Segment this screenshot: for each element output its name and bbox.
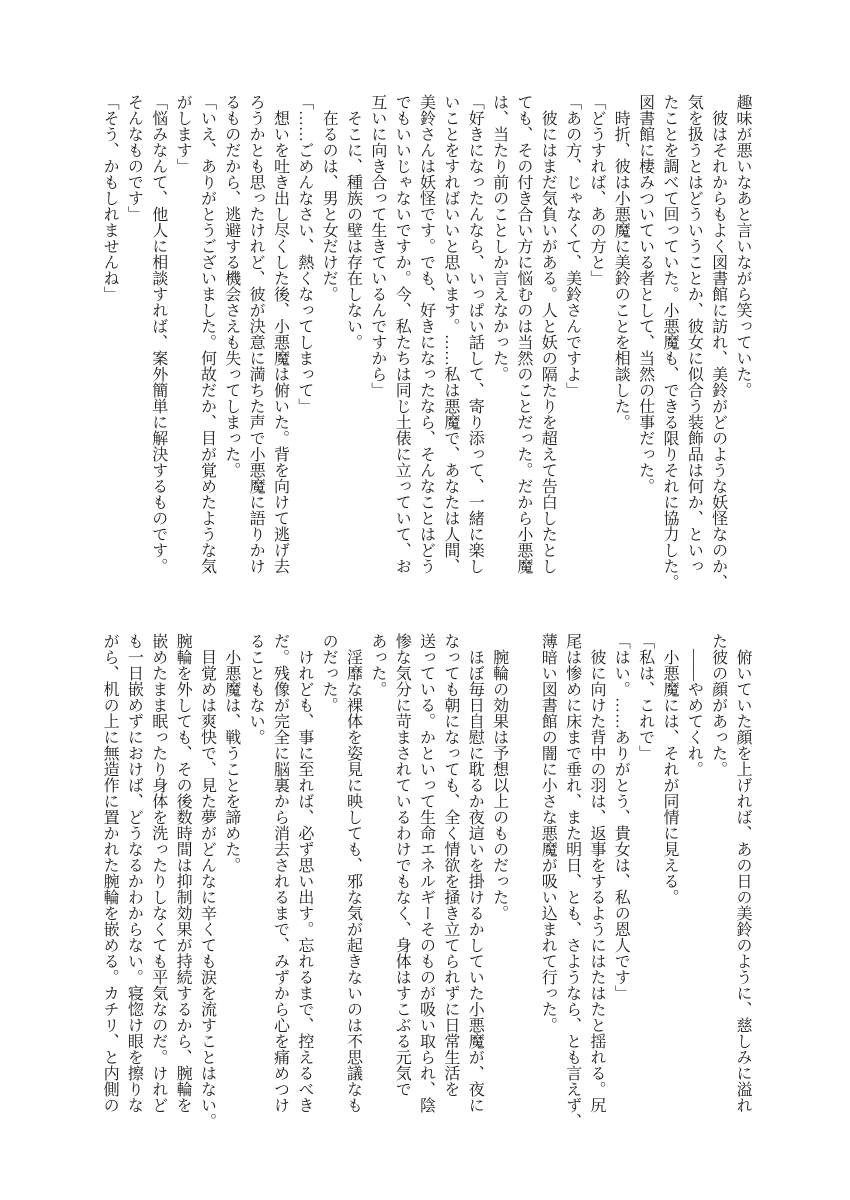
text-line: そんなものです」	[125, 94, 143, 222]
text-line: 送っている。かといって生命エネルギーそのものが吸い取られ、陰	[417, 633, 435, 1113]
text-line: は、当たり前のことしか言えなかった。	[490, 94, 508, 382]
text-line: ほぼ毎日自慰に耽るか夜這いを掛けるかしていた小悪魔が、夜に	[466, 633, 484, 1113]
text-line: 惨な気分に苛まされているわけでもなく、身体はすこぶる元気で	[393, 633, 411, 1097]
text-line: 美鈴さんは妖怪です。でも、好きになったなら、そんなことはどう	[417, 94, 435, 574]
text-line: 「私は、これで」	[636, 633, 654, 761]
text-line: 「いえ、ありがとうございました。何故だか、目が覚めたような気	[198, 94, 216, 574]
text-line: 小悪魔は、戦うことを諦めた。	[222, 633, 240, 873]
text-line: がら、机の上に無造作に置かれた腕輪を嵌める。カチリ、と内側の	[101, 633, 119, 1113]
text-line: 「どうすれば、あの方と」	[587, 94, 605, 286]
text-line: 「悩みなんて、他人に相談すれば、案外簡単に解決するものです。	[149, 94, 167, 574]
text-line: 想いを吐き出し尽くした後、小悪魔は俯いた。背を向けて逃げ去	[271, 94, 289, 574]
text-line: いことをすればいいと思います。……私は悪魔で、あなたは人間、	[441, 94, 459, 574]
text-line: 淫靡な裸体を姿見に映しても、邪な気が起きないのは不思議なも	[344, 633, 362, 1113]
text-block-bottom	[97, 633, 754, 1143]
text-line: 時折、彼は小悪魔に美鈴のことを相談した。	[612, 94, 630, 430]
text-line: たことを調べて回っていた。小悪魔も、できる限りそれに協力した。	[660, 94, 678, 590]
text-line: た彼の顔があった。	[709, 633, 727, 777]
text-line: るものだから、逃避する機会さえも失ってしまった。	[222, 94, 240, 478]
text-line: なっても朝になっても、全く情欲を掻き立てられずに日常生活を	[441, 633, 459, 1097]
text-line: のだった。	[320, 633, 338, 713]
text-line: けれども、事に至れば、必ず思い出す。忘れるまで、控えるべき	[295, 633, 313, 1113]
text-line: 図書館に棲みついている者として、当然の仕事だった。	[636, 94, 654, 494]
text-line: ても、その付き合い方に悩むのは当然のことだった。だから小悪魔	[514, 94, 532, 574]
text-line: 俯いていた顔を上げれば、あの日の美鈴のように、慈しみに溢れ	[734, 633, 751, 1113]
text-line: 腕輪の効果は予想以上のものだった。	[490, 633, 508, 921]
text-line: ろうかとも思ったけれど、彼が決意に満ちた声で小悪魔に語りかけ	[247, 94, 265, 574]
text-line: 目覚めは爽快で、見た夢がどんなに辛くても涙を流すことはない。	[198, 633, 216, 1129]
text-line: あった。	[368, 633, 386, 697]
text-line: 「そう、かもしれませんね」	[101, 94, 119, 302]
text-line: だ。残像が完全に脳裏から消去されるまで、みずから心を痛めつけ	[271, 633, 289, 1113]
text-line: そこに、種族の壁は存在しない。	[344, 94, 362, 350]
text-line: でもいいじゃないですか。今、私たちは同じ土俵に立っていて、お	[393, 94, 411, 574]
text-block-top	[97, 94, 754, 614]
text-line: ――やめてくれ。	[685, 633, 703, 777]
text-line: 腕輪を外しても、その後数時間は抑制効果が持続するから、腕輪を	[174, 633, 192, 1113]
text-line: 彼にはまだ気負いがある。人と妖の隔たりを超えて告白したとし	[539, 94, 557, 574]
text-line: 趣味が悪いなあと言いながら笑っていた。	[734, 94, 751, 398]
text-line: 「……ごめんなさい、熱くなってしまって」	[295, 94, 313, 414]
text-line: 「はい。……ありがとう、貴女は、私の恩人です」	[612, 633, 630, 1001]
text-line: 尾は惨めに床まで垂れ、また明日、とも、さようなら、とも言えず、	[563, 633, 581, 1129]
text-line: 彼に向けた背中の羽は、返事をするようにはたはたと揺れる。尻	[587, 633, 605, 1113]
text-line: 彼はそれからもよく図書館に訪れ、美鈴がどのような妖怪なのか、	[709, 94, 727, 590]
text-line: 互いに向き合って生きているんですから」	[368, 94, 386, 398]
text-line: 小悪魔には、それが同情に見える。	[660, 633, 678, 905]
text-line: がします」	[174, 94, 192, 174]
text-line: も一日嵌めずにおけば、どうなるかわからない。寝惚け眼を擦りな	[125, 633, 143, 1113]
text-line: 在るのは、男と女だけだ。	[320, 94, 338, 302]
text-line: ることもない。	[247, 633, 265, 745]
text-line: 嵌めたまま眠ったり身体を洗ったりしなくても平気なのだ。けれど	[149, 633, 167, 1113]
text-line-blank	[511, 633, 535, 1143]
text-line: 「好きになったんなら、いっぱい話して、寄り添って、一緒に楽し	[466, 94, 484, 574]
text-line: 薄暗い図書館の闇に小さな悪魔が吸い込まれて行った。	[539, 633, 557, 1033]
text-line: 気を扱うとはどういうことか、彼女に似合う装飾品は何か、といっ	[685, 94, 703, 574]
text-line: 「あの方、じゃなくて、美鈴さんですよ」	[563, 94, 581, 398]
